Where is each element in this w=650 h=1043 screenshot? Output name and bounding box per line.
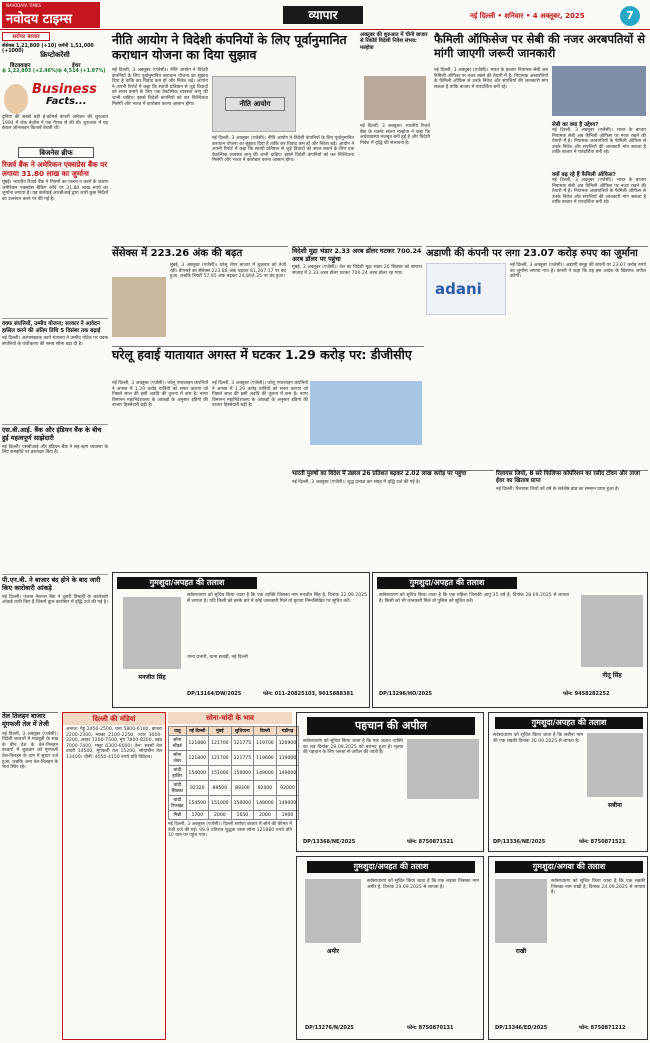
missing-photo-1 bbox=[123, 597, 181, 669]
missing-text-4: सर्वसाधारण को सूचित किया जाता है कि सबीना नाम की एक लड़की दिनांक 30.09.2025 से लापता है। bbox=[493, 733, 583, 744]
cell: 121775 bbox=[231, 736, 254, 751]
missing-label-4: सबीना bbox=[608, 802, 622, 809]
air-story bbox=[112, 346, 424, 470]
missing-label-3: अमीर bbox=[326, 948, 340, 955]
tax-text: नई दिल्ली, 3 अक्तूबर (एजेंसी)। शुद्ध प्रत्यक्ष कर संग्रह में वृद्धि दर्ज की गई है। bbox=[292, 480, 421, 485]
sebi-sub-2: क्यों बढ़ रहे हैं फैमिली ऑफिस? bbox=[552, 172, 616, 178]
sebi-story bbox=[434, 32, 648, 240]
forex-text: मुंबई, 3 अक्तूबर (एजेंसी)। देश का विदेशी मुद्रा भंडार 26 सितंबर को समाप्त सप्ताह में 2.33 अरब डॉलर घटकर 700.24 अरब डॉलर रह गया। bbox=[292, 265, 422, 276]
sebi-headline: फैमिली ऑफिसेज पर सेबी की नजर अरबपतियों से मांगी जाएगी जरूरी जानकारी bbox=[434, 32, 645, 60]
sebi-photo bbox=[552, 66, 646, 116]
cell: चांदी हाजिर bbox=[169, 766, 187, 781]
missing-photo-5 bbox=[495, 879, 547, 943]
cell: 121800 bbox=[186, 751, 209, 766]
brief-2-text: नई दिल्ली। अल्पसंख्यक कार्य मंत्रालय ने उम्मीद पोर्टल पर वक्फ संपत्तियों के पंजीकरण की समय सीमा बढ़ा दी है। bbox=[2, 336, 108, 347]
cell: 150000 bbox=[231, 796, 254, 811]
missing-text-3: सर्वसाधारण को सूचित किया जाता है कि एक लड़का जिसका नाम अमीर है, दिनांक 29.09.2025 से लापता है। bbox=[367, 879, 479, 890]
sebi-text-3: नई दिल्ली, 3 अक्तूबर (एजेंसी)। भारत के बाजार नियामक सेबी अब फैमिली ऑफिस पर नजर रखने की तैयारी में है। नियामक अरबपतियों के फैमिली ऑफिस से उनके निवेश और संपत्तियों की जानकारी मांग सकता है ताकि बाजार में पारदर्शिता बनी रहे। bbox=[552, 178, 646, 206]
cell: 92000 bbox=[254, 781, 277, 796]
missing-photo-4 bbox=[587, 733, 643, 797]
sensex-photo bbox=[112, 277, 166, 337]
sebi-sub-1: सेबी का क्या है उद्देश्य? bbox=[552, 122, 599, 128]
missing-code-3: DP/13276/N/2025 bbox=[305, 1025, 354, 1031]
facts-title: Business bbox=[32, 82, 97, 97]
missing-code-2: DP/13296/HO/2025 bbox=[379, 691, 433, 697]
brief-2 bbox=[2, 318, 108, 408]
table-row bbox=[169, 781, 299, 796]
missing-ad-3 bbox=[296, 856, 484, 1040]
missing-label-2: नीतू सिंह bbox=[602, 672, 622, 679]
cell: 92000 bbox=[276, 781, 299, 796]
brief-tag: बिजनेस ब्रीफ bbox=[18, 147, 94, 158]
cell: 119600 bbox=[254, 751, 277, 766]
table-row bbox=[169, 751, 299, 766]
coin-2: ईथर bbox=[72, 63, 81, 69]
brief-4 bbox=[2, 574, 108, 646]
missing-ad-4 bbox=[488, 712, 648, 852]
appeal-banner: पहचान की अपील bbox=[307, 717, 475, 735]
cell: 121700 bbox=[209, 751, 232, 766]
table-row bbox=[169, 736, 299, 751]
page-number: 7 bbox=[620, 6, 640, 26]
table-row bbox=[169, 766, 299, 781]
missing-contact-1: थाना प्रभारी, थाना डाबड़ी, नई दिल्ली bbox=[187, 655, 248, 660]
header-rule bbox=[0, 29, 650, 30]
adani-logo-box bbox=[426, 263, 506, 315]
coin-1: बिटक्वाइन bbox=[10, 63, 31, 69]
facts-title-2: Facts... bbox=[46, 96, 87, 107]
missing-ad-2 bbox=[372, 572, 648, 708]
sebi-text: नई दिल्ली, 3 अक्तूबर (एजेंसी)। भारत के बाजार नियामक सेबी अब फैमिली ऑफिस पर नजर रखने की तैयारी में है। नियामक अरबपतियों के फैमिली ऑफिस से उनके निवेश और संपत्तियों की जानकारी मांग सकता है ताकि बाजार में पारदर्शिता बनी रहे। bbox=[434, 68, 548, 90]
appeal-code: DP/13368/NE/2025 bbox=[303, 839, 356, 845]
rbi-headline: अक्तूबर की शुरुआत में चीनी बाजार से रिकॉर्ड विदेशी निवेश संभव: मल्होत्रा bbox=[360, 32, 428, 51]
table-row bbox=[169, 811, 299, 820]
oil-headline: तेल तिलहन बाजार मूंगफली तेल में तेजी bbox=[2, 712, 49, 728]
adani-logo: adani bbox=[435, 280, 482, 298]
missing-banner-3: गुमशुदा/अपहत की तलाश bbox=[307, 861, 475, 873]
rbi-text: नई दिल्ली, 3 अक्तूबर। भारतीय रिजर्व बैंक के गवर्नर संजय मल्होत्रा ने कहा कि अर्थव्यवस्था मजबूत बनी हुई है और विदेशी निवेश में वृद्धि की संभावना है। bbox=[360, 124, 430, 146]
brief-2-headline: वक्फ संपत्तियों, उम्मीद योजना; सरकार ने आवेदन हासिल करने की अंतिम तिथि 5 दिसंबर तक बढ़ाई bbox=[2, 321, 101, 334]
missing-label-5: राखी bbox=[515, 948, 527, 955]
adani-story bbox=[426, 246, 648, 364]
brief-4-text: नई दिल्ली। पंजाब नेशनल बैंक ने दूसरी तिमाही के कारोबारी आंकड़े जारी किए हैं जिसमें कुल कारोबार में वृद्धि दर्ज की गई है। bbox=[2, 594, 108, 606]
mandi-text: अनाज: गेहूं 2450-2500, चना 5800-6100, बाजरा 2200-2300, मक्का 2100-2250, ज्वार 3000-3200, अरहर 7200-7500, मूंग 7800-8200, उड़द 7000-7400, मसूर 6300-6600। तेल: सरसों तेल दादरी 14500, मूंगफली तेल 15200, सोयाबीन तेल 13400। चीनी: 4050-4150 रुपये प्रति क्विंटल। bbox=[66, 727, 162, 760]
lead-text-2: नई दिल्ली, 3 अक्तूबर (एजेंसी)। नीति आयोग ने विदेशी कंपनियों के लिए पूर्वानुमानित कराधान योजना का सुझाव दिया है ताकि कर विवाद कम हों और निवेश बढ़े। आयोग ने अपनी रिपोर्ट में कहा कि स्थायी प्रतिष्ठान से जुड़े विवादों को सरल बनाने के लिए एक वैकल्पिक व्यवस्था लागू की जानी चाहिए। इससे विदेशी कंपनियों को कर निश्चितता मिलेगी और भारत में कारोबार करना आसान होगा। bbox=[212, 136, 354, 164]
missing-code-5: DP/13346/ED/2025 bbox=[495, 1025, 548, 1031]
missing-phone-4: फोन: 8750871521 bbox=[579, 839, 626, 845]
brief-3-text: नई दिल्ली। एसबीआई और इंडियन बैंक ने सह-ऋण व्यवस्था के लिए समझौते पर हस्ताक्षर किए हैं। bbox=[2, 444, 108, 456]
missing-phone-3: फोन: 8750870131 bbox=[407, 1025, 454, 1031]
cell: 1650 bbox=[231, 811, 254, 820]
section-tab: व्यापार bbox=[283, 6, 363, 24]
adani-text: नई दिल्ली, 3 अक्तूबर (एजेंसी)। अडाणी समूह की कंपनी पर 23.07 करोड़ रुपये का जुर्माना लगाया गया है। कंपनी ने कहा कि वह इस आदेश के खिलाफ अपील करेगी। bbox=[510, 263, 646, 280]
cell: 149000 bbox=[254, 796, 277, 811]
brief-1-headline: रिजर्व बैंक ने अमेरिकन एक्सप्रेस बैंक पर लगाया 31.80 लाख का जुर्माना bbox=[2, 160, 108, 178]
oil-text: नई दिल्ली, 3 अक्तूबर (एजेंसी)। विदेशी बाजारों में मजबूती के रुख के बीच देश के तेल-तिलहन बाजारों में शुक्रवार को मूंगफली तेल-तिलहन के दाम में सुधार दर्ज हुआ, जबकि अन्य तेल-तिलहन के भाव स्थिर रहे। bbox=[2, 731, 58, 771]
gold-col: नई दिल्ली bbox=[186, 727, 209, 736]
adani-headline: अडाणी की कंपनी पर लगा 23.07 करोड़ रुपए का जुर्माना bbox=[426, 248, 638, 259]
missing-banner-4: गुमशुदा/अपहत की तलाश bbox=[495, 717, 643, 729]
market-box bbox=[2, 32, 108, 80]
cell: 151000 bbox=[209, 796, 232, 811]
sensex-headline: सेंसेक्स में 223.26 अंक की बढ़त bbox=[112, 248, 243, 259]
reliance-story bbox=[496, 470, 648, 568]
cell: 2000 bbox=[254, 811, 277, 820]
missing-ad-1 bbox=[112, 572, 370, 708]
cell: 1900 bbox=[276, 811, 299, 820]
gold-header-row bbox=[169, 727, 299, 736]
missing-phone-2: फोन: 9458282252 bbox=[563, 691, 610, 697]
cell: 2000 bbox=[209, 811, 232, 820]
facts-icon bbox=[4, 84, 28, 114]
sensex-story bbox=[112, 246, 288, 342]
missing-photo-2 bbox=[581, 595, 643, 667]
missing-label-1: मनजीत सिंह bbox=[138, 674, 166, 681]
lead-photo bbox=[212, 76, 296, 132]
gold-col: मुंबई bbox=[209, 727, 232, 736]
gold-col: चंडीगढ़ bbox=[276, 727, 299, 736]
reliance-text: नई दिल्ली। रिलायंस जियो को वर्ष के सर्वश्रेष्ठ ब्रांड का सम्मान प्राप्त हुआ है। bbox=[496, 487, 620, 492]
logo: नवोदय टाइम्स bbox=[6, 12, 73, 27]
missing-text-1: सर्वसाधारण को सूचित किया जाता है कि एक व्यक्ति जिसका नाम मनजीत सिंह है, दिनांक 22.09.2025 से लापता है। यदि किसी को इनके बारे में कोई जानकारी मिले तो कृपया निम्नलिखित पर सूचित करें। bbox=[187, 593, 367, 604]
gold-text: नई दिल्ली, 3 अक्तूबर (एजेंसी)। दिल्ली सर्राफा बाजार में सोने की कीमत में तेजी दर्ज की गई। 99.9 प्रतिशत शुद्धता वाला सोना 121880 रुपये प्रति 10 ग्राम पर पहुंच गया। bbox=[168, 822, 292, 839]
oil-story bbox=[2, 712, 58, 1040]
mandi-title: दिल्ली की मंडियां bbox=[63, 713, 165, 725]
appeal-ad bbox=[296, 712, 484, 852]
sensex-text: मुंबई, 3 अक्तूबर (एजेंसी)। घरेलू शेयर बाजार में शुक्रवार को तेजी रही। बीएसई का सेंसेक्स 223.86 अंक चढ़कर 81,207.17 पर बंद हुआ, जबकि निफ्टी 57.95 अंक बढ़कर 24,894.25 पर बंद हुआ। bbox=[170, 263, 286, 280]
brief-3-headline: एस.बी.आई. बैंक और इंडियन बैंक के बीच हुई महत्वपूर्ण साझेदारी bbox=[2, 426, 102, 442]
cell: 89300 bbox=[231, 781, 254, 796]
appeal-photo bbox=[407, 739, 479, 799]
logo-small: NAVODAYA TIMES bbox=[6, 3, 42, 8]
missing-photo-3 bbox=[305, 879, 361, 943]
lead-story bbox=[112, 32, 356, 242]
coin-1-value: ₿ 1,22,803 (+2.46%) bbox=[2, 69, 58, 74]
lead-headline: नीति आयोग ने विदेशी कंपनियों के लिए पूर्वानुमानित कराधान योजना का दिया सुझाव bbox=[112, 32, 347, 62]
cell: 119700 bbox=[254, 736, 277, 751]
brief-4-headline: पी.एन.बी. ने बाजार बंद होने के बाद जारी किए कारोबारी आंकड़े bbox=[2, 576, 101, 592]
mandi-box bbox=[62, 712, 166, 1040]
sebi-text-2: नई दिल्ली, 3 अक्तूबर (एजेंसी)। भारत के बाजार नियामक सेबी अब फैमिली ऑफिस पर नजर रखने की तैयारी में है। नियामक अरबपतियों के फैमिली ऑफिस से उनके निवेश और संपत्तियों की जानकारी मांग सकता है ताकि बाजार में पारदर्शिता बनी रहे। bbox=[552, 128, 646, 156]
missing-phone-1: फोन: 011-20825103, 9015888381 bbox=[263, 691, 354, 697]
cell: 119000 bbox=[276, 751, 299, 766]
missing-code-1: DP/13164/DW/2025 bbox=[187, 691, 242, 697]
cell: गिन्नी bbox=[169, 811, 187, 820]
market-line: सेंसेक्स 1,21,800 (+10) जर्मनी 1,51,000 (+1000) bbox=[2, 44, 94, 54]
forex-story bbox=[292, 246, 422, 342]
market-title: सर्राफा बाजार bbox=[2, 32, 50, 41]
cell: 150000 bbox=[231, 766, 254, 781]
air-headline: घरेलू हवाई यातायात अगस्त में घटकर 1.29 करोड़ पर: डीजीसीए bbox=[112, 347, 412, 362]
gold-col: दिल्ली bbox=[254, 727, 277, 736]
cell: चांदी रिफाइंड bbox=[169, 796, 187, 811]
cell: चांदी सिक्का bbox=[169, 781, 187, 796]
coin-2-value: ₿ 4,514 (+1.97%) bbox=[58, 69, 106, 74]
gold-table bbox=[168, 726, 299, 820]
missing-banner-2: गुमशुदा/अपहत की तलाश bbox=[377, 577, 517, 589]
plane-photo bbox=[310, 381, 422, 445]
masthead bbox=[0, 0, 650, 30]
appeal-text: सर्वसाधारण को सूचित किया जाता है कि एक अज्ञात व्यक्ति का शव दिनांक 29.09.2025 को बरामद हुआ है। मृतक की पहचान के लिए जनता से अपील की जाती है। bbox=[303, 739, 403, 756]
facts-text: दुनिया की सबसे बड़ी ई-कॉमर्स कंपनी अमेज़न की शुरुआत 1994 में जेफ बेज़ोस ने एक गैराज से की थी। शुरुआत में यह केवल ऑनलाइन किताबें बेचती थी। bbox=[2, 115, 108, 132]
missing-banner-1: गुमशुदा/अपहत की तलाश bbox=[117, 577, 257, 589]
tax-headline: भारती पुरुषों का विदेश में उछाल 26 प्रतिशत बढ़कर 2.02 लाख करोड़ पर पहुंचा bbox=[292, 471, 467, 477]
missing-banner-5: गुमशुदा/अगवा की तलाश bbox=[495, 861, 643, 873]
crypto-title: क्रिप्टोकरेंसी bbox=[40, 51, 70, 59]
cell: 89500 bbox=[209, 781, 232, 796]
reliance-headline: रिलायंस जियो, 8 सरे फिलिप्स कॉर्पोरेशन का रसीद टॉवन और ताजा ईवर का खिताब प्राप्त bbox=[496, 471, 640, 484]
cell: 154000 bbox=[186, 766, 209, 781]
business-facts bbox=[2, 82, 108, 144]
brief-3 bbox=[2, 424, 108, 514]
cell: 149000 bbox=[254, 766, 277, 781]
cell: 149000 bbox=[276, 766, 299, 781]
appeal-phone: फोन: 8750871521 bbox=[407, 839, 454, 845]
forex-headline: विदेशी मुद्रा भंडार 2.33 अरब डॉलर घटकर 700.24 अरब डॉलर पर पहुंचा bbox=[292, 247, 422, 263]
missing-ad-5 bbox=[488, 856, 648, 1040]
brief-1-text: मुंबई। भारतीय रिजर्व बैंक ने नियमों का पालन न करने के कारण अमेरिकन एक्सप्रेस बैंकिंग कॉर्प पर 31.80 लाख रुपये का जुर्माना लगाया है। यह कार्रवाई आरबीआई द्वारा जारी कुछ निर्देशों का उल्लंघन करने पर की गई है। bbox=[2, 180, 108, 202]
cell: 149000 bbox=[276, 796, 299, 811]
cell: 92320 bbox=[186, 781, 209, 796]
dateline: नई दिल्ली • शनिवार • 4 अक्तूबर, 2025 bbox=[470, 12, 585, 20]
cell: सोना जेवर bbox=[169, 751, 187, 766]
table-row bbox=[169, 796, 299, 811]
cell: 151000 bbox=[209, 766, 232, 781]
missing-text-2: सर्वसाधारण को सूचित किया जाता है कि एक महिला जिसकी आयु 35 वर्ष है, दिनांक 28.09.2025 से लापता है। किसी को भी जानकारी मिले तो पुलिस को सूचित करें। bbox=[379, 593, 569, 604]
cell: 154500 bbox=[186, 796, 209, 811]
cell: 1700 bbox=[186, 811, 209, 820]
air-text: नई दिल्ली, 3 अक्तूबर (एजेंसी)। घरेलू एयरलाइन कंपनियों ने अगस्त में 1.29 करोड़ यात्रियों को सफर कराया जो पिछले साल की इसी अवधि की तुलना में कम है। नागर विमानन महानिदेशालय के आंकड़ों के अनुसार इंडिगो की बाजार हिस्सेदारी बढ़ी है। bbox=[112, 381, 208, 409]
missing-text-5: सर्वसाधारण को सूचित किया जाता है कि एक लड़की जिसका नाम राखी है, दिनांक 24.09.2025 से लापता है। bbox=[551, 879, 645, 896]
air-text-2: नई दिल्ली, 3 अक्तूबर (एजेंसी)। घरेलू एयरलाइन कंपनियों ने अगस्त में 1.29 करोड़ यात्रियों को सफर कराया जो पिछले साल की इसी अवधि की तुलना में कम है। नागर विमानन महानिदेशालय के आंकड़ों के अनुसार इंडिगो की बाजार हिस्सेदारी बढ़ी है। bbox=[212, 381, 308, 409]
missing-code-4: DP/13336/NE/2025 bbox=[493, 839, 546, 845]
niti-board: नीति आयोग bbox=[225, 97, 285, 111]
cell: 121700 bbox=[209, 736, 232, 751]
cell: 121880 bbox=[186, 736, 209, 751]
cell: 121775 bbox=[231, 751, 254, 766]
cell: 120900 bbox=[276, 736, 299, 751]
cell: सोना स्टैंडर्ड bbox=[169, 736, 187, 751]
gold-title: सोना-चांदी के भाव bbox=[168, 712, 292, 724]
gold-col: धातु bbox=[169, 727, 187, 736]
tax-story bbox=[292, 470, 494, 568]
gold-box bbox=[168, 712, 297, 1040]
brief-1 bbox=[2, 161, 108, 301]
rbi-side-story bbox=[360, 32, 430, 242]
gold-col: लुधियाना bbox=[231, 727, 254, 736]
logo-box bbox=[2, 2, 100, 28]
lead-text: नई दिल्ली, 3 अक्तूबर (एजेंसी)। नीति आयोग ने विदेशी कंपनियों के लिए पूर्वानुमानित कराधान योजना का सुझाव दिया है ताकि कर विवाद कम हों और निवेश बढ़े। आयोग ने अपनी रिपोर्ट में कहा कि स्थायी प्रतिष्ठान से जुड़े विवादों को सरल बनाने के लिए एक वैकल्पिक व्यवस्था लागू की जानी चाहिए। इससे विदेशी कंपनियों को कर निश्चितता मिलेगी और भारत में कारोबार करना आसान होगा। bbox=[112, 68, 208, 107]
missing-phone-5: फोन: 8750871212 bbox=[579, 1025, 626, 1031]
rbi-photo bbox=[364, 76, 426, 120]
